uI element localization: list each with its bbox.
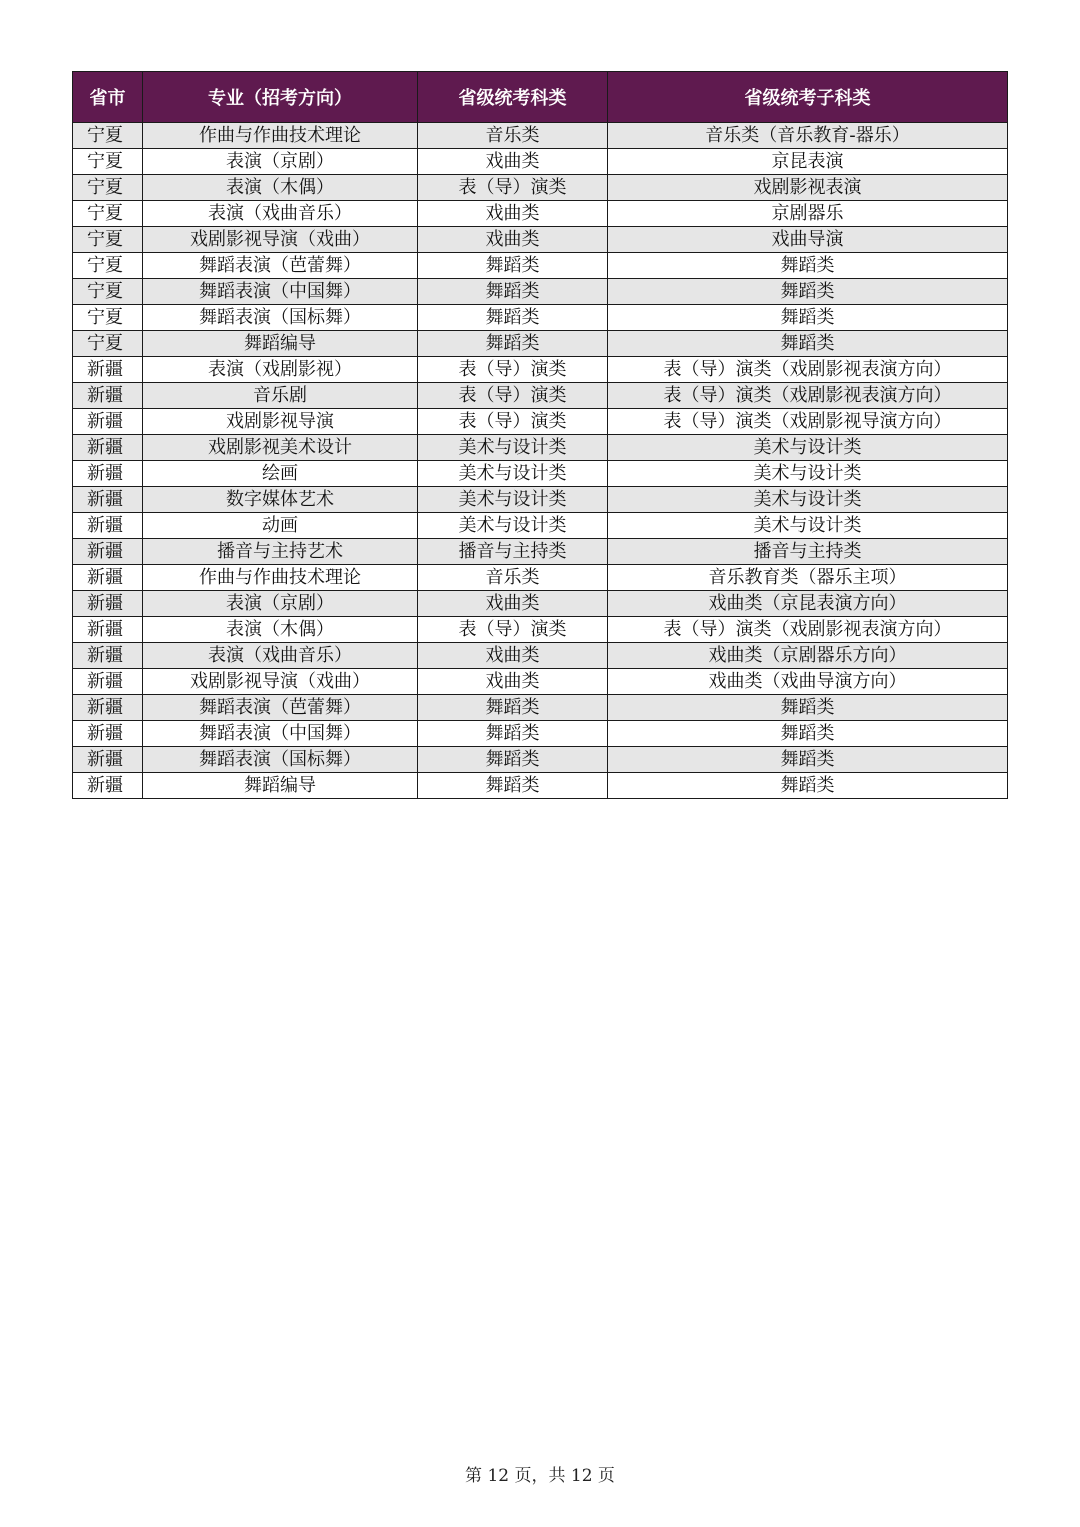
cell-exam-category: 美术与设计类	[418, 461, 608, 487]
header-exam-category: 省级统考科类	[418, 72, 608, 123]
cell-province: 新疆	[73, 539, 143, 565]
cell-exam-subcategory: 美术与设计类	[608, 435, 1008, 461]
cell-exam-category: 表（导）演类	[418, 409, 608, 435]
cell-province: 新疆	[73, 773, 143, 799]
cell-province: 宁夏	[73, 305, 143, 331]
cell-exam-subcategory: 京剧器乐	[608, 201, 1008, 227]
cell-major: 表演（戏曲音乐）	[143, 201, 418, 227]
cell-major: 舞蹈表演（国标舞）	[143, 305, 418, 331]
cell-province: 宁夏	[73, 253, 143, 279]
cell-major: 数字媒体艺术	[143, 487, 418, 513]
cell-major: 舞蹈表演（芭蕾舞）	[143, 695, 418, 721]
cell-province: 新疆	[73, 461, 143, 487]
cell-province: 新疆	[73, 435, 143, 461]
cell-exam-category: 舞蹈类	[418, 773, 608, 799]
table-row	[73, 149, 1008, 175]
header-province: 省市	[73, 72, 143, 123]
cell-province: 新疆	[73, 747, 143, 773]
cell-exam-category: 音乐类	[418, 565, 608, 591]
header-exam-subcategory: 省级统考子科类	[608, 72, 1008, 123]
cell-exam-category: 舞蹈类	[418, 747, 608, 773]
table-row	[73, 539, 1008, 565]
cell-major: 表演（京剧）	[143, 149, 418, 175]
table-row	[73, 409, 1008, 435]
cell-province: 新疆	[73, 643, 143, 669]
cell-exam-subcategory: 播音与主持类	[608, 539, 1008, 565]
cell-exam-subcategory: 舞蹈类	[608, 331, 1008, 357]
cell-major: 舞蹈表演（芭蕾舞）	[143, 253, 418, 279]
page-number: 第 12 页，共 12 页	[465, 1466, 615, 1486]
cell-province: 新疆	[73, 669, 143, 695]
cell-exam-subcategory: 美术与设计类	[608, 461, 1008, 487]
cell-exam-category: 戏曲类	[418, 643, 608, 669]
cell-exam-subcategory: 表（导）演类（戏剧影视表演方向）	[608, 617, 1008, 643]
cell-exam-category: 表（导）演类	[418, 383, 608, 409]
table-row	[73, 357, 1008, 383]
cell-exam-category: 戏曲类	[418, 669, 608, 695]
table-row	[73, 513, 1008, 539]
cell-major: 表演（戏曲音乐）	[143, 643, 418, 669]
cell-exam-category: 舞蹈类	[418, 695, 608, 721]
table-row	[73, 773, 1008, 799]
cell-major: 舞蹈编导	[143, 331, 418, 357]
cell-exam-subcategory: 舞蹈类	[608, 253, 1008, 279]
cell-exam-subcategory: 美术与设计类	[608, 513, 1008, 539]
cell-major: 表演（木偶）	[143, 617, 418, 643]
table-body	[73, 123, 1008, 799]
cell-major: 播音与主持艺术	[143, 539, 418, 565]
cell-major: 戏剧影视导演（戏曲）	[143, 669, 418, 695]
cell-exam-subcategory: 戏曲导演	[608, 227, 1008, 253]
cell-major: 舞蹈表演（中国舞）	[143, 721, 418, 747]
cell-exam-category: 舞蹈类	[418, 305, 608, 331]
cell-exam-subcategory: 戏曲类（京昆表演方向）	[608, 591, 1008, 617]
cell-province: 新疆	[73, 357, 143, 383]
table-header	[73, 72, 1008, 123]
cell-exam-category: 美术与设计类	[418, 487, 608, 513]
cell-exam-category: 戏曲类	[418, 149, 608, 175]
cell-major: 动画	[143, 513, 418, 539]
table-row	[73, 383, 1008, 409]
table-row	[73, 669, 1008, 695]
cell-province: 新疆	[73, 695, 143, 721]
table-row	[73, 643, 1008, 669]
cell-major: 音乐剧	[143, 383, 418, 409]
table-row	[73, 747, 1008, 773]
cell-province: 宁夏	[73, 175, 143, 201]
cell-province: 新疆	[73, 591, 143, 617]
cell-province: 宁夏	[73, 279, 143, 305]
cell-exam-subcategory: 戏曲类（京剧器乐方向）	[608, 643, 1008, 669]
cell-exam-subcategory: 音乐教育类（器乐主项）	[608, 565, 1008, 591]
cell-major: 舞蹈表演（中国舞）	[143, 279, 418, 305]
table-row	[73, 175, 1008, 201]
cell-major: 戏剧影视导演	[143, 409, 418, 435]
cell-major: 戏剧影视导演（戏曲）	[143, 227, 418, 253]
cell-province: 新疆	[73, 409, 143, 435]
cell-province: 宁夏	[73, 149, 143, 175]
cell-exam-subcategory: 表（导）演类（戏剧影视导演方向）	[608, 409, 1008, 435]
cell-province: 新疆	[73, 383, 143, 409]
cell-exam-subcategory: 音乐类（音乐教育-器乐）	[608, 123, 1008, 149]
cell-exam-subcategory: 表（导）演类（戏剧影视表演方向）	[608, 357, 1008, 383]
cell-exam-subcategory: 戏曲类（戏曲导演方向）	[608, 669, 1008, 695]
table-row	[73, 721, 1008, 747]
cell-exam-category: 戏曲类	[418, 201, 608, 227]
cell-major: 舞蹈编导	[143, 773, 418, 799]
table-row	[73, 591, 1008, 617]
table-row	[73, 279, 1008, 305]
admissions-table	[72, 71, 1008, 799]
cell-exam-category: 戏曲类	[418, 591, 608, 617]
header-row	[73, 72, 1008, 123]
cell-province: 宁夏	[73, 123, 143, 149]
cell-major: 作曲与作曲技术理论	[143, 565, 418, 591]
cell-major: 戏剧影视美术设计	[143, 435, 418, 461]
cell-province: 宁夏	[73, 201, 143, 227]
cell-major: 舞蹈表演（国标舞）	[143, 747, 418, 773]
cell-major: 表演（京剧）	[143, 591, 418, 617]
cell-exam-subcategory: 京昆表演	[608, 149, 1008, 175]
table-row	[73, 305, 1008, 331]
cell-major: 表演（木偶）	[143, 175, 418, 201]
cell-province: 新疆	[73, 487, 143, 513]
cell-exam-category: 音乐类	[418, 123, 608, 149]
table-row	[73, 461, 1008, 487]
cell-major: 绘画	[143, 461, 418, 487]
cell-exam-category: 美术与设计类	[418, 435, 608, 461]
cell-exam-category: 舞蹈类	[418, 253, 608, 279]
table-row	[73, 123, 1008, 149]
cell-exam-subcategory: 舞蹈类	[608, 279, 1008, 305]
cell-exam-subcategory: 表（导）演类（戏剧影视表演方向）	[608, 383, 1008, 409]
table-row	[73, 253, 1008, 279]
table-row	[73, 617, 1008, 643]
cell-province: 新疆	[73, 721, 143, 747]
table-row	[73, 435, 1008, 461]
cell-major: 作曲与作曲技术理论	[143, 123, 418, 149]
cell-exam-category: 戏曲类	[418, 227, 608, 253]
cell-exam-subcategory: 舞蹈类	[608, 721, 1008, 747]
cell-exam-category: 舞蹈类	[418, 331, 608, 357]
cell-exam-subcategory: 美术与设计类	[608, 487, 1008, 513]
cell-province: 新疆	[73, 617, 143, 643]
cell-exam-category: 舞蹈类	[418, 279, 608, 305]
cell-exam-category: 表（导）演类	[418, 357, 608, 383]
cell-exam-category: 表（导）演类	[418, 175, 608, 201]
cell-province: 新疆	[73, 513, 143, 539]
cell-exam-subcategory: 戏剧影视表演	[608, 175, 1008, 201]
header-major: 专业（招考方向）	[143, 72, 418, 123]
table-row	[73, 565, 1008, 591]
table-row	[73, 227, 1008, 253]
cell-exam-subcategory: 舞蹈类	[608, 305, 1008, 331]
cell-major: 表演（戏剧影视）	[143, 357, 418, 383]
cell-exam-category: 舞蹈类	[418, 721, 608, 747]
cell-province: 宁夏	[73, 331, 143, 357]
cell-exam-category: 美术与设计类	[418, 513, 608, 539]
cell-exam-subcategory: 舞蹈类	[608, 773, 1008, 799]
cell-exam-subcategory: 舞蹈类	[608, 747, 1008, 773]
table-row	[73, 331, 1008, 357]
cell-province: 新疆	[73, 565, 143, 591]
cell-exam-category: 表（导）演类	[418, 617, 608, 643]
cell-exam-subcategory: 舞蹈类	[608, 695, 1008, 721]
cell-province: 宁夏	[73, 227, 143, 253]
table-row	[73, 201, 1008, 227]
table-row	[73, 695, 1008, 721]
table-row	[73, 487, 1008, 513]
cell-exam-category: 播音与主持类	[418, 539, 608, 565]
